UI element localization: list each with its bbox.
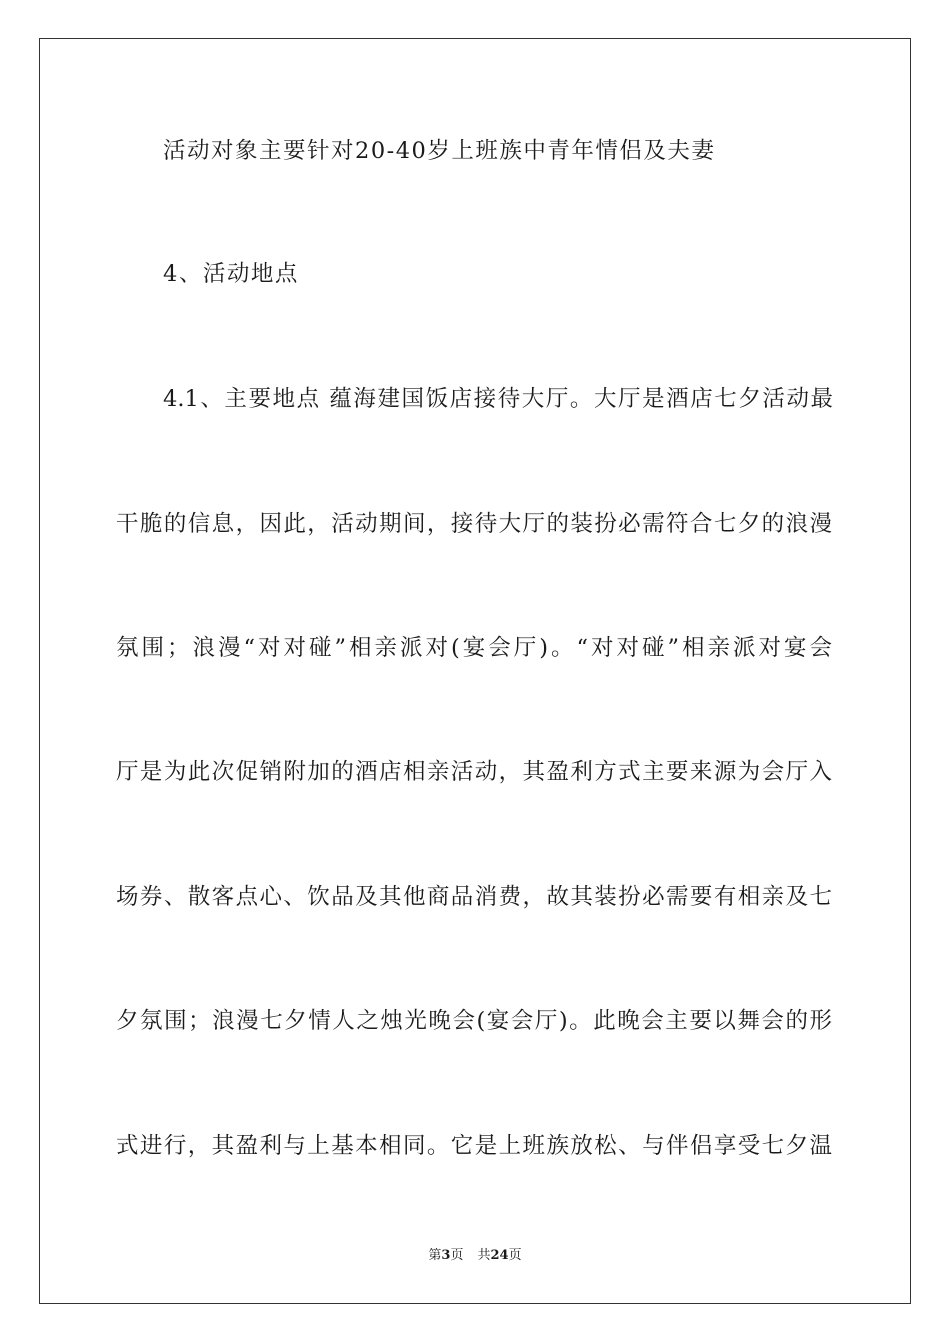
- paragraph-line: 厅是为此次促销附加的酒店相亲活动，其盈利方式主要来源为会厅入: [116, 759, 832, 785]
- section-heading: 4、活动地点: [163, 261, 299, 287]
- paragraph-line: 式进行，其盈利与上基本相同。它是上班族放松、与伴侣享受七夕温: [116, 1133, 832, 1159]
- page-suffix: 页: [450, 1248, 464, 1263]
- paragraph-line: 氛围；浪漫“对对碰”相亲派对(宴会厅)。“对对碰”相亲派对宴会: [116, 635, 832, 661]
- paragraph-line: 场券、散客点心、饮品及其他商品消费，故其装扮必需要有相亲及七: [116, 884, 832, 910]
- page-number: 3: [441, 1248, 451, 1263]
- total-suffix: 页: [508, 1248, 522, 1263]
- total-prefix: 共: [477, 1248, 491, 1263]
- paragraph-line: 夕氛围；浪漫七夕情人之烛光晚会(宴会厅)。此晚会主要以舞会的形: [116, 1008, 832, 1034]
- page-footer: [0, 1247, 950, 1265]
- total-pages: 24: [490, 1248, 509, 1263]
- paragraph-line: 干脆的信息，因此，活动期间，接待大厅的装扮必需符合七夕的浪漫: [116, 511, 832, 537]
- page-border: [39, 38, 911, 1304]
- paragraph-line: 活动对象主要针对20-40岁上班族中青年情侣及夫妻: [163, 138, 716, 164]
- page-prefix: 第: [428, 1248, 442, 1263]
- paragraph-line: 4.1、主要地点 蕴海建国饭店接待大厅。大厅是酒店七夕活动最: [163, 386, 833, 412]
